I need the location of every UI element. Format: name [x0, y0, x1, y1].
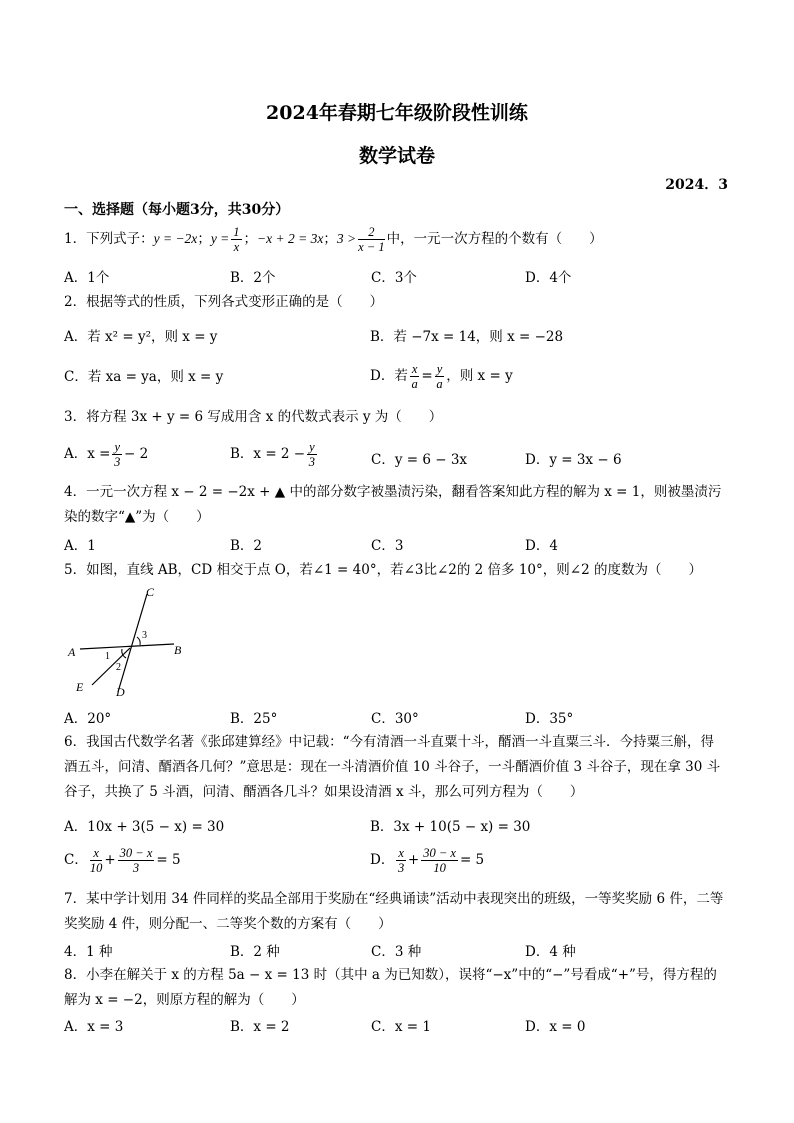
- line-cd: [118, 594, 147, 692]
- option-b[interactable]: B．x = 2: [230, 1019, 290, 1035]
- question-6-options-row2: [64, 846, 724, 875]
- question-8: 8．小李在解关于 x 的方程 5a − x = 13 时（其中 a 为已知数），误将“−x”中的“−”号看成“+”号，得方程的解为 x = −2，则原方程的解为（ ）: [64, 967, 717, 1008]
- option-c[interactable]: C．x = 1: [371, 1019, 431, 1035]
- option-a[interactable]: A．1: [64, 538, 96, 554]
- option-d[interactable]: D．4: [525, 538, 558, 554]
- fraction: $\frac{y}{3}$: [308, 440, 316, 469]
- question-3-options: [64, 440, 724, 469]
- label-a: A: [68, 645, 76, 659]
- question-1: 1．下列式子：y = −2x；y = $\frac{1}{x}$ ；−x + 2 = 3x；3 > $\frac{2}{x - 1}$ 中，一元一次方程的个数有（ ）: [64, 225, 603, 254]
- option-b[interactable]: B．25°: [230, 711, 278, 727]
- label-d: D: [116, 685, 125, 698]
- option-d[interactable]: D． $\frac{x}{3}$ + $\frac{30 - x}{10}$ = 5: [370, 846, 485, 875]
- option-d[interactable]: D．35°: [525, 711, 574, 727]
- exam-title: 2024年春期七年级阶段性训练: [266, 102, 528, 124]
- question-4: 4．一元一次方程 x − 2 = −2x + ▲ 中的部分数字被墨渍污染，翻看答案知此方程的解为 x = 1，则被墨渍污染的数字“▲”为（ ）: [64, 484, 722, 525]
- fraction: $\frac{1}{x}$: [233, 225, 240, 254]
- section-heading-choice: 一、选择题（每小题3分，共30分）: [64, 202, 290, 218]
- option-d[interactable]: D．4 种: [525, 944, 576, 960]
- question-1-options: [64, 266, 724, 290]
- exam-date: 2024．3: [665, 177, 728, 193]
- fraction: $\frac{30 - x}{3}$: [119, 846, 153, 875]
- option-c[interactable]: C．3: [371, 538, 404, 554]
- label-angle-3: 3: [142, 630, 147, 641]
- option-a[interactable]: 4．1 种: [64, 944, 113, 960]
- fraction: $\frac{y}{a}$: [436, 362, 443, 391]
- option-a[interactable]: A．1个: [64, 270, 110, 286]
- option-c[interactable]: C．3个: [371, 270, 417, 286]
- option-d[interactable]: D．若 $\frac{x}{a}$ = $\frac{y}{a}$ ，则 x = y: [370, 362, 513, 391]
- option-b[interactable]: B．2: [230, 538, 263, 554]
- fraction: $\frac{x}{a}$: [411, 362, 418, 391]
- question-3: 3．将方程 3x + y = 6 写成用含 x 的代数式表示 y 为（ ）: [64, 409, 443, 425]
- option-b[interactable]: B．2个: [230, 270, 276, 286]
- option-c[interactable]: C． $\frac{x}{10}$ + $\frac{30 - x}{3}$ = 5: [64, 846, 181, 875]
- question-7-options: [64, 940, 724, 964]
- label-angle-2: 2: [116, 662, 121, 673]
- fraction: $\frac{y}{3}$: [114, 440, 121, 469]
- label-b: B: [174, 643, 182, 657]
- question-8-options: [64, 1015, 724, 1039]
- ray-oe: [92, 648, 130, 685]
- option-c[interactable]: C．3 种: [371, 944, 422, 960]
- option-a[interactable]: A．x = $\frac{y}{3}$ − 2: [64, 440, 149, 469]
- option-a[interactable]: A．x = 3: [64, 1019, 124, 1035]
- fraction: $\frac{2}{x - 1}$: [358, 225, 385, 254]
- label-c: C: [146, 588, 155, 599]
- question-2: 2．根据等式的性质，下列各式变形正确的是（ ）: [64, 294, 384, 310]
- exam-subtitle: 数学试卷: [358, 145, 435, 167]
- option-d[interactable]: D．y = 3x − 6: [525, 452, 622, 468]
- question-7: 7．某中学计划用 34 件同样的奖品全部用于奖励在“经典诵读”活动中表现突出的班级，一等奖奖励 6 件，二等奖奖励 4 件，则分配一、二等奖个数的方案有（ ）: [64, 891, 724, 932]
- option-c[interactable]: C．30°: [371, 711, 419, 727]
- option-a[interactable]: A．10x + 3(5 − x) = 30: [64, 819, 225, 835]
- question-2-options-row2: [64, 362, 724, 391]
- option-c[interactable]: C．若 xa = ya，则 x = y: [64, 369, 224, 385]
- label-angle-1: 1: [105, 651, 110, 662]
- question-6-options-row1: [64, 815, 724, 839]
- line-ab: [80, 644, 174, 649]
- fraction: $\frac{x}{3}$: [397, 846, 405, 875]
- option-d[interactable]: D．x = 0: [525, 1019, 586, 1035]
- option-b[interactable]: B．若 −7x = 14，则 x = −28: [370, 329, 564, 345]
- option-b[interactable]: B．3x + 10(5 − x) = 30: [370, 819, 531, 835]
- option-c[interactable]: C．y = 6 − 3x: [371, 452, 468, 468]
- question-5: 5．如图，直线 AB，CD 相交于点 O，若∠1 = 40°，若∠3比∠2的 2 倍多 10°，则∠2 的度数为（ ）: [64, 562, 702, 578]
- option-a[interactable]: A．若 x² = y²，则 x = y: [64, 329, 218, 345]
- label-e: E: [76, 680, 84, 694]
- question-4-options: [64, 534, 724, 558]
- fraction: $\frac{x}{10}$: [89, 846, 103, 875]
- option-a[interactable]: A．20°: [64, 711, 112, 727]
- intersecting-lines-figure: [62, 588, 202, 698]
- fraction: $\frac{30 - x}{10}$: [423, 846, 456, 875]
- question-6: 6．我国古代数学名著《张邱建算经》中记载：“今有清酒一斗直粟十斗，醑酒一斗直粟三斗．今持粟三斛，得酒五斗，问清、醑酒各几何？”意思是：现在一斗清酒价值 10 斗谷子，一斗醑酒价值 3 斗谷子，现在拿 30 斗谷子，共换了 5 斗酒，问清、醑酒各几斗？如果设清酒 x 斗，那么可列方程为（ ）: [64, 734, 721, 800]
- question-5-options: [64, 707, 724, 731]
- option-b[interactable]: B．x = 2 − $\frac{y}{3}$: [230, 440, 316, 469]
- angle-arc: [137, 637, 140, 645]
- option-b[interactable]: B．2 种: [230, 944, 280, 960]
- option-d[interactable]: D．4个: [525, 270, 572, 286]
- question-2-options-row1: [64, 325, 724, 349]
